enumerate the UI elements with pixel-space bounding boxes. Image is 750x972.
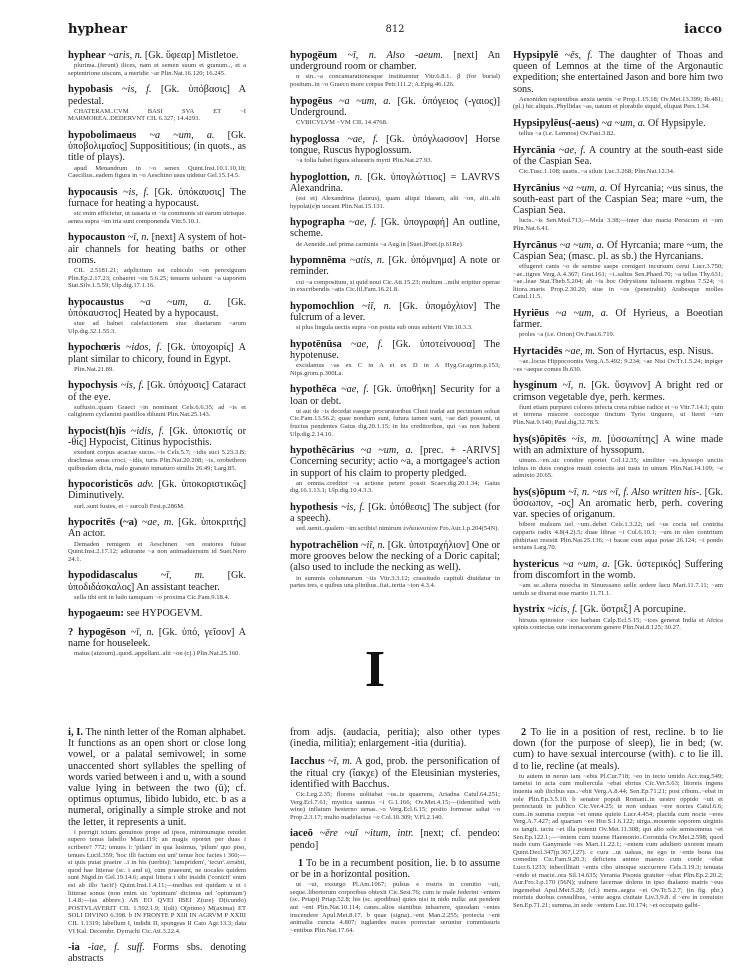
definition: The ninth letter of the Roman alphabet. It functions as an open short or close long vowel, or a palatal semivowel; in some unaccented short syllables the spelling of words varied between i and u, with a sound value lying in between the two (ü); cf. optimus optumus, libido lubido, etc. b as a numeral, originally a simple stroke and not the letter, it represents a unit. — [68, 727, 246, 828]
headword: hypochysis — [68, 380, 118, 392]
headword: hypochœris — [68, 342, 121, 354]
dictionary-entry — [290, 339, 500, 378]
headword: hys(s)ōpum — [513, 486, 566, 498]
headword: Hypsipylēus(-aeus) — [513, 118, 599, 129]
dictionary-entry — [513, 434, 723, 480]
etymology: [Gk. ὕσγινον] — [591, 380, 651, 392]
dictionary-entry — [513, 604, 723, 631]
definition: An actor. — [68, 528, 106, 540]
definition: A country at the south-east side of the Caspian Sea. — [513, 144, 723, 167]
dictionary-entry — [68, 942, 246, 964]
headword: Hyriēus — [513, 307, 549, 319]
grammar-info: ~ae, f. — [347, 133, 379, 145]
headword: hysginum — [513, 380, 558, 392]
definition: A bright red or crimson vegetable dye, perh. kermes. — [513, 380, 724, 403]
grammar-info: ~a ~um, a. — [559, 239, 605, 251]
definition: Forms sbs. denoting abstracts — [68, 942, 247, 965]
definition: One or more grooves below the necking of a Doric capital; (also used to include the necking as well). — [290, 539, 501, 574]
definition: The subject (for a speech). — [290, 501, 501, 525]
citation-block: maius (aizoum)..quod..appellant..alii ~on (cj.) Plin.Nat.25.160. — [74, 649, 240, 657]
page-number: 812 — [385, 24, 405, 35]
grammar-info: ~is, f. — [122, 84, 152, 96]
page-header — [68, 22, 722, 42]
sense-block — [290, 858, 500, 935]
etymology: [Gk. ὑπογραφή] — [380, 217, 449, 229]
definition: from adjs. (audacia, peritia); also other types (inedia, militia); enlargement -itia (duritia). — [290, 727, 500, 750]
citation-block: effugeret canis ~o de semine saepe cornigeri incursum cerui Lucr.3.750; ~ae..tigres Verg.A.4.367; Grat.161; ~i..saltus Sen.Phaed.70; ~a tellus Thy.631; ~ae..leae Stat.Theb.5.204; ab ~is hoc Odrysiisne tulissem regibus 7.524; ~i litora..maris Prop.2.30.20; siue in ~os (penetrabit) Arabesque molles Catul.11.5. — [513, 263, 723, 301]
headword: hypobasis — [68, 84, 113, 96]
headword: hypocauston — [68, 232, 126, 244]
etymology: [Gk. ὑπό, γεῖσον] — [158, 626, 235, 638]
entry-definition-line — [68, 727, 246, 828]
grammar-info: ~aris, n. — [108, 50, 143, 61]
citation-block: hirsuta spinosior ~ice barbam Calp.Ecl.5.15; ~ices generat India et Africa spinis contectas cute irenaceorum genere Plin.Nat.8.125; 30.27. — [513, 616, 723, 632]
grammar-info: ~ēre ~uī ~itum, intr. — [319, 828, 414, 840]
citation-block: siue ad balnei calefactionem siue diaetarum ~arum Ulp.dig.32.1.55.3. — [68, 320, 246, 335]
definition: Suffering from discomfort in the womb. — [513, 558, 723, 581]
etymology: [Gk. ὑπόγειος (-γαιος)] — [397, 95, 501, 107]
dictionary-entry — [290, 445, 500, 495]
definition: An aromatic herb, perh. covering var. species of origanum. — [513, 497, 723, 521]
dictionary-entry — [290, 172, 500, 211]
definition: Horse tongue, Ruscus hypoglossum. — [290, 133, 500, 156]
grammar-info: n. — [354, 171, 363, 183]
headword: hypomnēma — [290, 255, 346, 267]
grammar-info: ~a ~um, a. — [140, 296, 212, 308]
sense-definition — [290, 858, 500, 880]
etymology: [next; cf. pendeo: pendo] — [290, 828, 500, 851]
column-2-top — [290, 50, 500, 597]
dictionary-entry — [68, 570, 246, 601]
definition: see HYPOGEVM. — [126, 608, 203, 620]
entry-definition-line — [290, 96, 500, 118]
headword: hystrix — [513, 604, 545, 616]
grammar-info: ~ae, f. — [349, 217, 377, 229]
definition: Security for a loan or debt. — [290, 384, 500, 407]
sense-definition — [513, 727, 723, 772]
citation-block: CHATERAM..CVM BASI SVA ET ~I MARMOREA..DEDERVNT CIL 6.327; 14.4293. — [68, 107, 246, 123]
dictionary-entry — [290, 217, 500, 248]
headword: hypothēca — [290, 384, 337, 396]
etymology: [Gk. ὑπόγλωσσον] — [386, 133, 468, 145]
citation-block: sella tibi erit in ludo tamquam ~o proxima Cic.Fam.9.18.4. — [74, 593, 230, 601]
dictionary-entry — [290, 301, 500, 332]
etymology: [Gk. ὑπόκαυσις] — [154, 186, 225, 198]
citation-block: ~ae..locus Hippocoontis Verg.A.5.492; 9.234; ~ae Nisi Ov.Tr.1.5.24; inpiger ~es ~aeque comes Ib.630. — [513, 358, 723, 373]
column-3-top — [513, 50, 723, 639]
definition: Of Hyrcania; mare ~um, the Caspian Sea; (masc. pl. as sb.) the Hyrcanians. — [513, 239, 724, 262]
dictionary-entry — [513, 50, 723, 111]
grammar-info: ~atis, n. — [349, 255, 385, 267]
dictionary-entry — [513, 118, 723, 138]
dictionary-entry — [513, 380, 723, 426]
entry-definition-line — [68, 517, 246, 539]
dictionary-entry — [290, 540, 500, 590]
citation-block: apud Menandrum in ~o senex Quint.Inst.10.1.10,18; Caecilius..eadem figura in ~o Aeschino usus uidetur Gel.15.14.5. — [68, 164, 246, 180]
headword: hypoglossa — [290, 133, 340, 145]
grammar-info: ~a ~um, a. — [562, 558, 610, 570]
entry-definition-line — [68, 50, 246, 61]
headword: hypocaustus — [68, 296, 124, 308]
grammar-info: ~a ~um, a. — [149, 129, 215, 141]
entry-definition-line — [290, 756, 500, 790]
grammar-info: ~a ~um, a. — [555, 307, 609, 319]
headword: hystericus — [513, 558, 559, 570]
dictionary-entry — [513, 308, 723, 339]
headword: Hyrcānus — [513, 239, 557, 251]
dictionary-entry — [68, 479, 246, 510]
citation-block: fiunt etiam purpurei colores infecta creta rubiae radice et ~o Vitr.7.14.1; quin et terrena miscere coccoque tinctum Tyrio tinguere, ut fieret ~um Plin.Nat.9.140; Paul.dig.32.78.5. — [513, 403, 723, 426]
entry-definition-line — [513, 118, 723, 129]
etymology: [next] — [151, 232, 176, 244]
citation-block: suffusio..quam Graeci ~in nominant Cels.6.6.35; ad ~is et caliginem cyclamini pastillos diluunt Plin.Nat.25.143. — [68, 403, 246, 419]
etymology: [Gk. ὕστριξ] — [580, 604, 632, 616]
grammar-info: ~ae, m. — [141, 517, 174, 529]
dictionary-entry — [513, 559, 723, 598]
citation-block: ~a folia habet figura siluestris myrti Plin.Nat.27.93. — [296, 157, 433, 164]
headword: Iacchus — [290, 756, 325, 768]
definition: A pedestal. — [68, 84, 247, 107]
entry-definition-line — [290, 339, 500, 361]
entry-definition-line — [290, 540, 500, 574]
citation-block: (est et) Alexandrina (laurus), quam aliqui Idaeam, alii ~on, alii..alii hypolat(e)n uocant Plin.Nat.15.131. — [290, 195, 500, 210]
grammar-info: ~ae, f. — [558, 144, 586, 156]
entry-definition-line — [68, 942, 246, 964]
headword: hypomochlion — [290, 300, 355, 312]
citation-block: Cic.Leg.2.35; florens uolitabat ~us..te quaerens, Ariadna Catul.64.251; Verg.Ecl.7.61; mystica uannus ~i G.1.166; Ov.Met.4.15;—(identified with wine) inflatum hesterno uenas..~o Verg.Ecl.6.15; posito formose saltat ~o Prop.2.3.17; multo madefactus ~o Col.10.309; V.Fl.2.140. — [290, 791, 500, 821]
entry-definition-line — [68, 570, 246, 592]
citation-block: surl..sunt fustes, et ~ surculi Fest.p.286M. — [74, 502, 185, 510]
dictionary-entry — [68, 130, 246, 180]
dictionary-entry — [68, 426, 246, 472]
column-3-bottom — [513, 727, 723, 917]
grammar-info: ~ī, m. — [328, 756, 353, 768]
dictionary-entry — [68, 517, 246, 563]
section-letter: I — [364, 641, 386, 698]
citation-block: ut ~ui, exsurgo Pl.Am.1067; pulsus e rostris in comitio ~uit, seque..libertorum corporibus obtexit Cic.Sest.76; cum te male federint ~entem (sc. Priapi) Priap.52.8; his (sc. apodibus) quies nisi in nido nulla: aut pendent aut ~ent Plin.Nat.10.114; canes..alios stantibus inhaerere, quosdam ~entes inscendere Apul.Met.8.17. b quae (signa)..~ent Man.2.255; proiecta ~ent animalia cuncta 4.807; iuglandes nuces porrectae seruntur commissuris ~entibus Plin.Nat.17.64. — [290, 881, 500, 934]
dictionary-entry — [513, 183, 723, 233]
citation-block: an omnia..creditor ~a actione petere possit Scaev.dig.20.1.34; Gaius dig.16.1.13.1; Ulp.dig.10.4.3.3. — [290, 479, 500, 495]
dictionary-entry — [513, 487, 723, 552]
dictionary-entry — [290, 50, 500, 89]
citation-block: exedunt corpus acaciae sucus..~is Cels.5.7; ~idis suci 5.23.3.B; drachmas senas croci, ~idis, turis Plin.Nat.20.208; ~is, orobethron quibusdam dicta, malo granato inmaturo similis 26.49; Larg.85. — [68, 449, 246, 472]
grammar-info: ~ī, n. — [562, 380, 587, 392]
entry-definition-line — [513, 346, 723, 357]
grammar-info: ~ī, n. ~us ~ī, f. Also written his-. — [568, 486, 702, 498]
grammar-info: ~ī, m. — [160, 570, 205, 582]
entry-definition-line — [68, 380, 246, 402]
headword: -ia — [68, 942, 80, 954]
dictionary-entry — [68, 187, 246, 226]
headword: hypocritēs (~a) — [68, 517, 138, 529]
definition: Of Hyrieus, a Boeotian farmer. — [513, 307, 724, 331]
entry-definition-line — [68, 426, 246, 448]
dictionary-entry — [290, 727, 500, 749]
dictionary-entry — [68, 380, 246, 419]
grammar-info: ~icis, f. — [547, 604, 578, 616]
citation-block: bibere mulsum uel ~um..debet Cels.1.3.22; uel ~us cocta uel contrita capparis radix 4.8(4.2).5; duae librae ~i Col.6.10.1; ~um in oleo contritum phthiriasi resistit Plin.Nat.25.136; ~i bacae cum aqua potae 26.124; ~i pondo sextans Larg.70. — [513, 521, 723, 552]
definition: Concerning security; actio ~a, a mortgagee's action in support of his claim to property pledged. — [290, 456, 500, 479]
definition: The fulcrum of a lever. — [290, 300, 500, 323]
etymology: [Gk. ὑστερικός] — [613, 558, 681, 570]
entry-definition-line — [290, 172, 500, 194]
entry-definition-line — [68, 297, 246, 319]
grammar-info: ~ae, m. — [564, 345, 596, 357]
entry-definition-line — [68, 608, 246, 619]
grammar-info: ~ī, n. Also -aeum. — [347, 50, 444, 61]
entry-definition-line — [513, 487, 723, 521]
etymology: [Gk. ὕσσωπον, -ος] — [513, 486, 724, 509]
entry-definition-line — [290, 445, 500, 479]
entry-definition-line — [68, 232, 246, 266]
citation-block: Demaden remigem et Aeschinen ~en oratores fuisse Quint.Inst.2.17.12; adiurante ~a non animaduersum id Suet.Nero 24.1. — [68, 540, 246, 563]
etymology: [Gk. ὑποχοιρίς] — [167, 342, 234, 354]
headword: hypothesis — [290, 501, 338, 513]
definition: A system of hot-air channels for heating baths or other rooms. — [68, 232, 246, 266]
citation-block: excidamus ~as ex C in A et ex D in A Hyg.Gr.agrim.p.153; Nips.grom.p.300La. — [290, 362, 500, 377]
etymology: [Gk. ὑπομόχλιον] — [399, 300, 477, 312]
column-1-bottom — [68, 727, 246, 972]
citation-block: tellus ~a (i.e. Lemnos) Ov.Fast.3.82. — [519, 130, 616, 138]
grammar-info: ~a ~um, a. — [338, 95, 391, 107]
entry-definition-line — [290, 384, 500, 406]
entry-definition-line — [290, 301, 500, 323]
etymology: [Gk. ὑπόβασις] — [160, 84, 230, 96]
definition: An assistant teacher. — [136, 581, 220, 593]
citation-block: lucis..~is Sen.Med.713;—Mela 3.38;—inter duo maria Persicum et ~um Plin.Nat.6.41. — [513, 217, 723, 232]
headword: hypogaeum: — [68, 608, 124, 620]
entry-definition-line — [513, 559, 723, 581]
headword: hypogēum — [290, 50, 338, 61]
dictionary-entry — [290, 502, 500, 533]
entry-definition-line — [68, 84, 246, 106]
headword: hypotēnūsa — [290, 338, 342, 350]
grammar-info: ~idos, f. — [125, 342, 162, 354]
grammar-info: -iae, f. suff. — [87, 942, 145, 954]
entry-definition-line — [513, 183, 723, 217]
grammar-info: ~a ~um, a. — [360, 445, 414, 457]
citation-block: Plin.Nat.21.89. — [74, 365, 114, 373]
entry-definition-line — [290, 255, 500, 277]
entry-definition-line — [290, 828, 500, 850]
grammar-info: ~iī, n. — [360, 539, 386, 551]
etymology: [Gk. ὑπόκαυστος] — [68, 296, 247, 319]
citation-block: CIL 2.5181.21; adplicitum est cubiculo ~on perexiguum Plin.Ep.2.17.23; cohaeret ~on 5.6.25; tenuem uoluunt ~a uaporem Stat.Silv.1.5.59; Ulp.dig.17.1.16. — [68, 266, 246, 290]
dictionary-entry — [513, 145, 723, 176]
citation-block: si plus lingula uectis supra ~on posita sub onus subierit Vitr.10.3.3. — [296, 324, 473, 332]
grammar-info: ~ī, n. — [130, 626, 154, 638]
definition: = LAVRVS Alexandrina. — [290, 171, 501, 194]
dictionary-entry — [290, 384, 500, 438]
etymology: [next] — [453, 50, 478, 61]
grammar-info: ~ae, f. — [341, 384, 369, 396]
citation-block: i porrigit ictum genuinos prope ad ipsos, minimumque renidet supero tenus labello Maur.119; an magis oportet per duas i scribere? 772; tenues i: 'pilam' in qua lusimus, 'pilum' quo piso, tenues Lucil.359; 'hoc illi factum est uni' tenue hoc facies i 360;—si quis putat praeire ..i in his (uerbis): 'iampridem', 'iecur'..errabit, quod hae litterae (sc. i and u), cum praeeunt, ne uocales quidem sunt Nigid.in Gel.19.14.6; atqui littera i sibi insidit ('conicit' enim est ab illo 'iacit') Quint.Inst.1.4.11;—medius est quidam u et i litterae sonus (non enim sic 'optimum' dicimus uel 'optumum') 1.4.8;—(as abbrev.) AB EO QVEI IBEI Z(ure) D(icundo) POSTVLAVERIT CIL 1.592.1.9; I(uli) O(ptimo) M(axima) ET SOLI DIVINO 6.398. b IN FRONTE P XIII IN AGRVM P XXIII CIL 1.1319; labellum I, indidit II, spongeas II Cato Agr.13.3; data VI Kal. Decembr. Dyrrachi Cic.Att.3.22.4. — [68, 828, 246, 935]
right-guide-word: iacco — [684, 22, 722, 37]
citation-block: de Aeneide..uel prima carminis ~a Aug.in [Suet.]Poet.(p.61Re). — [296, 240, 464, 248]
headword: hypocoristicōs — [68, 479, 133, 491]
headword: hypocausis — [68, 186, 118, 198]
headword: hys(s)ōpitēs — [513, 433, 566, 445]
citation-block: Aesoniden rapientibus anxia uentis ~e Prop.1.15.18; Ov.Met.13.399; Ib.481; (pl.) hic aliquis..Phyllidas ~as, uatum et plorabile siquid, eliquat Pers.1.34. — [513, 95, 723, 111]
dictionary-entry — [290, 96, 500, 127]
headword: iaceō — [290, 828, 313, 840]
headword: hypodidascalus — [68, 570, 138, 582]
citation-block: α sin..~a concamarationesque instituentur Vitr.6.8.1. β (for burial) positum..in ~o Graeco more corpus Petr.111.2; A.Epig.46.126. — [290, 73, 500, 88]
dictionary-entry — [68, 342, 246, 373]
definition: Of Hyrcania; ~us sinus, the south-east part of the Caspian Sea; mare ~um, the Caspian Sea. — [513, 182, 724, 217]
entry-definition-line — [68, 479, 246, 501]
sense-number: 1 — [298, 857, 304, 869]
etymology: [Gk. ὑποβολιμαῖος] — [68, 129, 246, 153]
entry-definition-line — [513, 308, 723, 330]
entry-definition-line — [290, 134, 500, 156]
grammar-info: ~is, f. — [123, 186, 149, 198]
entry-definition-line — [68, 342, 246, 364]
definition: An underground room or chamber. — [290, 50, 501, 73]
grammar-info: ~a ~um, a. — [601, 118, 646, 129]
entry-definition-line — [290, 217, 500, 239]
headword: Hyrcānius — [513, 182, 560, 194]
definition: Diminutively. — [68, 490, 125, 502]
dictionary-entry — [290, 828, 500, 850]
etymology: [Gk. ὑποκοριστικῶς] — [158, 479, 247, 491]
definition: Heated by a hypocaust. — [123, 307, 219, 319]
headword: Hypsipylē — [513, 50, 559, 61]
headword: ? hypogēson — [68, 626, 126, 638]
grammar-info: ~idis, f. — [130, 425, 165, 437]
etymology: [Gk. ὕφεαρ] — [144, 50, 195, 61]
column-2-bottom — [290, 727, 500, 941]
definition: A plant similar to chicory, found in Egypt. — [68, 342, 247, 365]
grammar-info: ~ī, n. — [127, 232, 149, 244]
grammar-info: ~is, f. — [341, 501, 365, 513]
definition: An outline, scheme. — [290, 217, 501, 240]
sense-number: 2 — [521, 727, 527, 738]
citation-block: ut aut de ~is decedat easque procuratoribus Cluui tradat aut pecuniam soluat Cic.Fam.13.56.2; quae nondum sunt, futura tamen sunt, ~ae dari possunt, ut fructus pendentes Gaius dig.20.1.15; in his creditoribus, qui ~as non habent Ulp.dig.2.14.10. — [290, 407, 500, 438]
sense-text: To lie in a position of rest, recline. b to lie down (for the purpose of sleep), lie in bed; (w. cum) to have sexual intercourse (with). c to lie ill. d to lie, recline (at meals). — [513, 727, 723, 772]
dictionary-entry — [68, 297, 246, 336]
headword: i, I. — [68, 727, 84, 738]
grammar-info: ~ae, f. — [350, 338, 384, 350]
definition: A god, prob. the personification of the ritual cry (ἴακχε) of the Eleusinian mysteries, identified with Bacchus. — [290, 756, 501, 790]
definition: A wine made with an admixture of hyssopum. — [513, 433, 723, 456]
headword: hypogēus — [290, 95, 333, 107]
dictionary-entry — [68, 232, 246, 289]
dictionary-entry — [513, 240, 723, 301]
grammar-info: ~is, m. — [571, 433, 602, 445]
etymology: [Gk. ὑποκριτής] — [178, 517, 247, 529]
entry-definition-line — [513, 145, 723, 167]
headword: hypobolimaeus — [68, 129, 137, 141]
entry-definition-line — [290, 50, 500, 72]
etymology: [Gk. ὑπόχυσις] — [146, 380, 209, 392]
dictionary-entry — [513, 346, 723, 373]
dictionary-entry — [68, 608, 246, 619]
citation-block: cui ~a compositum, si quid noui Cic.Att.15.23; multum ..mihi eripitur operae in exscribendis ~atis Cic.fil.Fam.16.21.8. — [290, 278, 500, 294]
entry-definition-line — [68, 130, 246, 164]
definition: The hypotenuse. — [290, 338, 500, 361]
entry-definition-line — [513, 380, 723, 402]
entry-definition-line — [290, 502, 500, 524]
citation-block: Cic.Tusc.1.108; uastis..~a siluis Luc.3.268; Plin.Nat.12.34. — [519, 168, 675, 176]
sense-block — [513, 727, 723, 910]
headword: Hyrtacidēs — [513, 345, 563, 357]
headword: hypothēcārius — [290, 445, 355, 457]
entry-definition-line — [513, 604, 723, 615]
left-guide-word: hyphear — [68, 22, 128, 37]
definition: Underground. — [290, 106, 347, 118]
definition: A name for houseleek. — [68, 626, 247, 649]
dictionary-entry — [68, 84, 246, 123]
citation-block: proles ~a (i.e. Orion) Ov.Fast.6.719. — [519, 331, 615, 339]
dictionary-entry — [290, 134, 500, 165]
grammar-info: ~iī, n. — [362, 300, 392, 312]
dictionary-entry — [68, 50, 246, 77]
entry-definition-line — [513, 434, 723, 456]
headword: hyphear — [68, 50, 106, 61]
etymology: [Gk. ὑπόμνημα] — [388, 255, 456, 267]
grammar-info: ~a ~um, a. — [562, 182, 608, 194]
entry-definition-line — [513, 50, 723, 95]
definition: Mistletoe. — [197, 50, 239, 61]
definition: A note or reminder. — [290, 255, 501, 278]
definition: Son of Hyrtacus, esp. Nisus. — [597, 345, 714, 357]
entry-definition-line — [513, 240, 723, 262]
citation-block: CVBICVLVM ~VM CIL 14.4768. — [296, 119, 388, 126]
dictionary-entry — [290, 255, 500, 294]
citation-block: sic enim efficietur, ut uasaria et ~is communis sit earum utrisque. aenea supra ~im tria sunt componenda Vitr.5.10.1. — [68, 210, 247, 225]
etymology: [Gk. ὑποκιστίς or -θίς] — [68, 425, 247, 449]
citation-block: plurima..(ferunt) ilices, nam et semen suum et granum.., et a septentrione uiscum, a meridie ~ar Plin.Nat.16.120; 16.245. — [68, 62, 246, 77]
definition: A porcupine. — [633, 604, 686, 616]
etymology: [Gk. ὑποτραχήλιον] — [387, 539, 470, 551]
sense-text: To be in a recumbent position, lie. b to assume or be in a horizontal position. — [290, 857, 500, 880]
citation-block: tu autem in neruo iam ~ebis Pl.Cur.718; ~eo in tecto umido Acc.trag.549; tametsi in acta cum muliercula ~ebat ebrius Cic.Ver.5.63; litoreis ingens inuenta sub ilicibus sus..~ebit Verg.A.8.44; Sen.Ep.71.21; post cibum..~ebat in sole Plin.Ep.3.5.10. b senator populi Romani..in uestro oppido ~uit et pernoctauit in publico Cic.Ver.4.25; te non uiduas ~ere noctes Catul.6.6; cum..in summa corpus ~et omne quiete Lucr.4.454; placida cum nocte ~eres Verg.A.7.427; ad quartam ~eo Hor.S.1.6.122; uirga..mouente soporem uirginis os tangit. tactu ~et illa potenti Ov.Met.11.308; qui alto sole semisomnus ~et Sen.Ep.122.1;—~entem cum iuuene Haemonio..Coronida Ov.Met.2.598; quod nudo cum Ganymede ~es Mart.11.22.1; ~entem cum adultero uxorem meam Quint.Decl.347(p.367,l.27). c cura ..ut ualeas, ne ego te ~ente bona tua comedim Cic.Fam.9.20.3; deficiens animo maesto cum corde ~ebat Lucr.6.1233; inbecillitati ~entis cibo uinoque succurrere Cels.3.19.3; tenuata ~endo et macie..ora Sil.14.635; Verania Pisonis grauiter ~ebat Plin.Ep.2.20.2; Aur.Fro.1.p.170 (56N); uulnere lacernae dolens in ipso thalamo matris ~eus ingemebat Apul.Met.5.28; (cf.) mens..aegra ~et Ov.Tr.5.2.7; (in fig. phr.) mortuis duobus consulibus, ~ente aegra ciuitate Liv.3.9.8. d ~ere in conuiuio Sen.Ep.71.21; summa..in sede ~entem Luc.10.174; ~et occupato galbi- — [513, 772, 723, 909]
citation-block: uinum..~en..sic condire oportet Col.12.35; similiter ~es..hyssopo unciis tribus in duos congios musti coiectis aut tusis in uinum Plin.Nat.14.109; ~e admixto 20.65. — [513, 456, 723, 480]
citation-block: sed..uenit..qualem ~im scribis! nimirum ἐνδεικνυτέον Fro.Aur.1.p.204(54N). — [296, 525, 500, 533]
column-1-top — [68, 50, 246, 665]
citation-block: ~am se..altera moecha in Sinuessano uelle sedere lacu Mart.11.7.11; ~am uetulo se dixerat esse marito 11.71.1. — [513, 582, 723, 597]
dictionary-entry — [290, 756, 500, 821]
etymology: [Gk. ὑποθήκη] — [373, 384, 436, 396]
etymology: [Gk. ὑπόθεσις] — [368, 501, 431, 513]
definition: Cataract of the eye. — [68, 380, 247, 403]
definition: Supposititious; (in quots., as title of plays). — [68, 141, 246, 164]
etymology: [ὑσσωπίτης] — [607, 433, 659, 445]
headword: hypoglottion, — [290, 171, 350, 183]
etymology: [Gk. ὑποδιδάσκαλος] — [68, 570, 246, 593]
etymology: [Gk. ὑποτείνουσα] — [392, 338, 476, 350]
grammar-info: adv. — [137, 479, 154, 491]
citation-block: in summis columnarum ~iis Vitr.3.3.12; crassitudo capituli diuidatur in partes tres, e quibus una plinthus..fiat..tertia ~ion 4.3.4. — [290, 574, 500, 590]
grammar-info: ~ēs, f. — [564, 50, 593, 61]
definition: The furnace for heating a hypocaust. — [68, 186, 246, 209]
grammar-info: ~is, f. — [120, 380, 144, 392]
definition: Of Hypsipyle. — [647, 118, 706, 129]
headword: hypocist(h)is — [68, 425, 126, 437]
dictionary-entry — [68, 727, 246, 935]
entry-definition-line — [290, 727, 500, 749]
etymology: [Gk. ὑπογλώττιος] — [367, 171, 446, 183]
etymology: [prec. + -ARIVS] — [419, 445, 500, 457]
headword: Hyrcānia — [513, 144, 556, 156]
headword: hypographa — [290, 217, 345, 229]
headword: hypotrachēlion — [290, 539, 359, 551]
entry-definition-line — [68, 187, 246, 209]
definition: The daughter of Thoas and queen of Lemnos at the time of the Argonautic expedition; she entertained Jason and bore him two sons. — [513, 50, 723, 95]
definition: Hypocist, Citinus hypocisthis. — [89, 437, 212, 449]
